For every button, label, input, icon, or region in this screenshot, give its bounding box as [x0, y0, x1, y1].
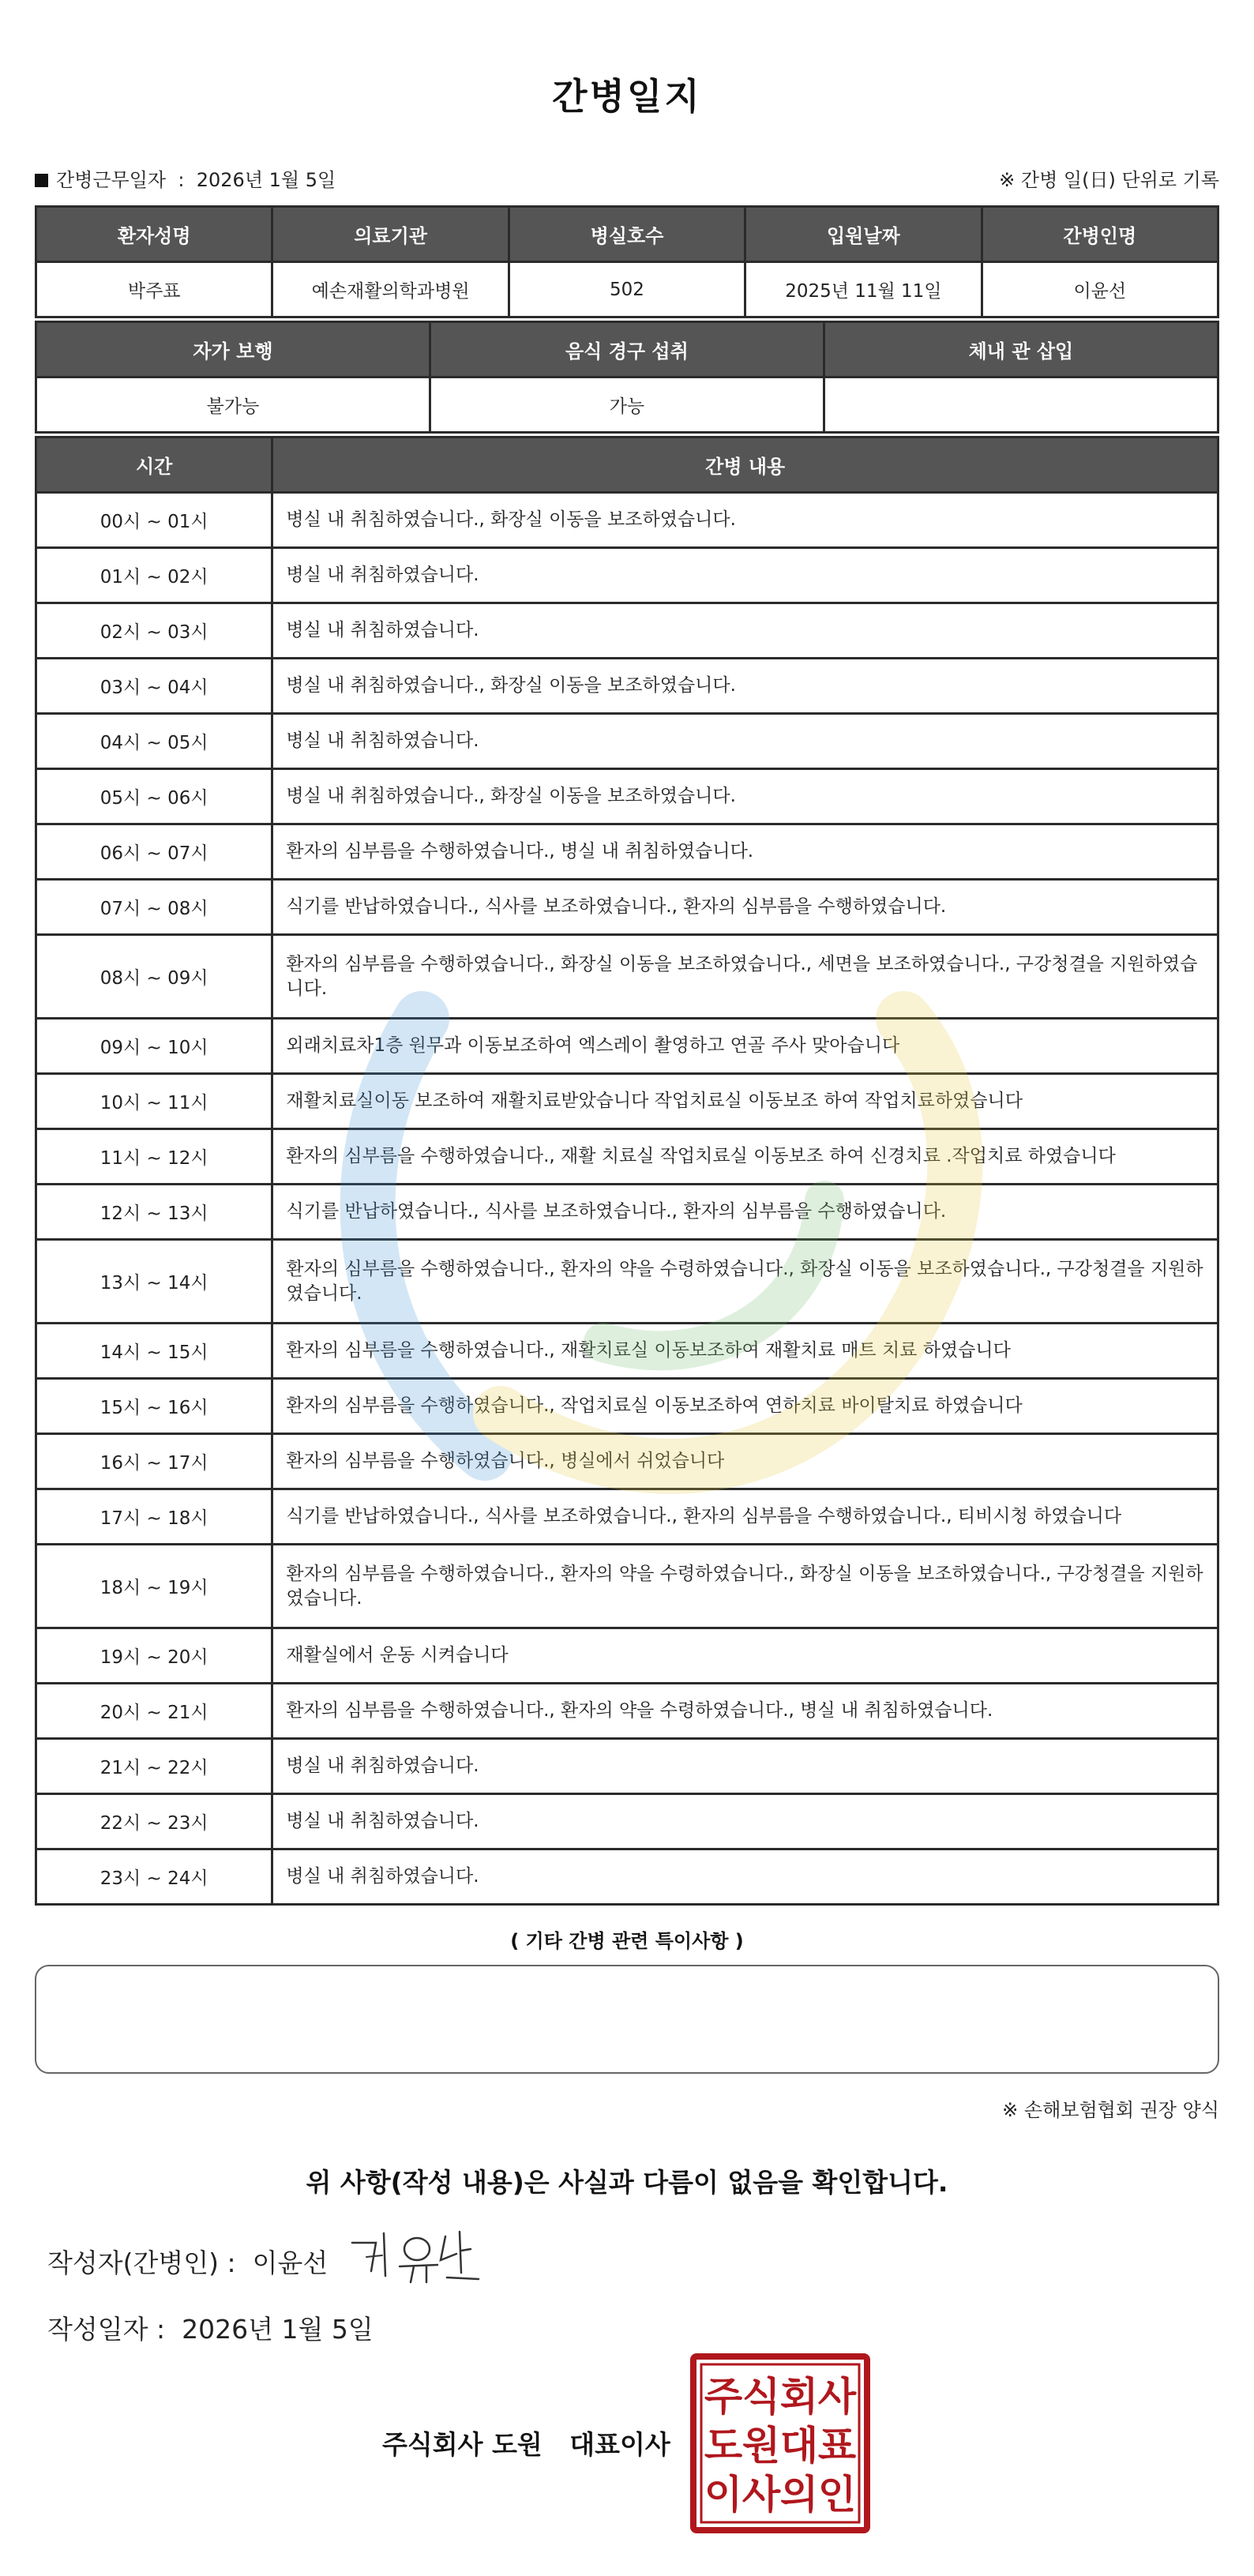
log-content: 병실 내 취침하였습니다.	[272, 548, 1218, 603]
log-row	[36, 1684, 1218, 1739]
log-content: 병실 내 취침하였습니다., 화장실 이동을 보조하였습니다.	[272, 769, 1218, 824]
log-time: 14시 ~ 15시	[36, 1324, 272, 1379]
log-time: 04시 ~ 05시	[36, 714, 272, 769]
header-tube-insertion: 체내 관 삽입	[824, 322, 1218, 377]
value-room: 502	[509, 262, 745, 317]
status-header-row	[36, 322, 1218, 377]
log-content: 식기를 반납하였습니다., 식사를 보조하였습니다., 환자의 심부름을 수행하였습니다.	[272, 1185, 1218, 1240]
header-room: 병실호수	[509, 207, 745, 262]
seal-char: 식	[742, 2374, 781, 2420]
log-content: 환자의 심부름을 수행하였습니다., 재활 치료실 작업치료실 이동보조 하여 신경치료 .작업치료 하였습니다	[272, 1129, 1218, 1185]
log-row	[36, 1324, 1218, 1379]
work-date-sep: :	[178, 169, 185, 191]
log-time: 01시 ~ 02시	[36, 548, 272, 603]
writer-line	[47, 2243, 328, 2280]
written-date-label: 작성일자 :	[47, 2314, 166, 2345]
log-time: 16시 ~ 17시	[36, 1434, 272, 1489]
log-content: 외래치료차1층 원무과 이동보조하여 엑스레이 촬영하고 연골 주사 맞아습니다	[272, 1019, 1218, 1074]
log-row	[36, 1545, 1218, 1628]
work-date-label: 간병근무일자	[56, 169, 167, 191]
company-representative: 주식회사 도원 대표이사	[382, 2429, 670, 2460]
meta-row	[35, 164, 1219, 191]
status-value-row	[36, 377, 1218, 433]
log-content: 식기를 반납하였습니다., 식사를 보조하였습니다., 환자의 심부름을 수행하였습니다.	[272, 880, 1218, 935]
seal-char: 원	[742, 2423, 781, 2469]
log-content: 환자의 심부름을 수행하였습니다., 화장실 이동을 보조하였습니다., 세면을 보조하였습니다., 구강청결을 지원하였습니다.	[272, 935, 1218, 1019]
log-time: 03시 ~ 04시	[36, 659, 272, 714]
log-time: 07시 ~ 08시	[36, 880, 272, 935]
log-row	[36, 714, 1218, 769]
log-time: 15시 ~ 16시	[36, 1379, 272, 1434]
log-time: 11시 ~ 12시	[36, 1129, 272, 1185]
header-patient-name: 환자성명	[36, 207, 272, 262]
log-body	[36, 493, 1218, 1905]
header-hospital: 의료기관	[272, 207, 509, 262]
log-row	[36, 1628, 1218, 1684]
seal-char: 도	[704, 2423, 743, 2469]
special-notes-box	[35, 1965, 1219, 2074]
log-row	[36, 1379, 1218, 1434]
log-time: 12시 ~ 13시	[36, 1185, 272, 1240]
log-row	[36, 1434, 1218, 1489]
page-title: 간병일지	[552, 75, 702, 118]
log-time: 02시 ~ 03시	[36, 603, 272, 659]
log-content: 병실 내 취침하였습니다.	[272, 1739, 1218, 1794]
log-content: 환자의 심부름을 수행하였습니다., 병실에서 쉬었습니다	[272, 1434, 1218, 1489]
log-row	[36, 769, 1218, 824]
info-value-row	[36, 262, 1218, 317]
patient-status-table	[35, 321, 1219, 434]
seal-char: 이	[704, 2472, 743, 2518]
header-care-content: 간병 내용	[272, 437, 1218, 493]
log-content: 환자의 심부름을 수행하였습니다., 작업치료실 이동보조하여 연하치료 바이탈치료 하였습니다	[272, 1379, 1218, 1434]
log-row	[36, 548, 1218, 603]
log-content: 재활치료실이동 보조하여 재활치료받았습니다 작업치료실 이동보조 하여 작업치료하였습니다	[272, 1074, 1218, 1129]
seal-char: 대	[779, 2423, 819, 2469]
header-caregiver: 간병인명	[982, 207, 1218, 262]
patient-info-table	[35, 205, 1219, 318]
log-content: 식기를 반납하였습니다., 식사를 보조하였습니다., 환자의 심부름을 수행하였습니다., 티비시청 하였습니다	[272, 1489, 1218, 1545]
unit-note: ※ 간병 일(日) 단위로 기록	[999, 169, 1219, 191]
log-time: 13시 ~ 14시	[36, 1240, 272, 1324]
value-caregiver: 이윤선	[982, 262, 1218, 317]
value-admission-date: 2025년 11월 11일	[745, 262, 982, 317]
log-content: 병실 내 취침하였습니다.	[272, 714, 1218, 769]
log-row	[36, 1074, 1218, 1129]
header-oral-intake: 음식 경구 섭취	[430, 322, 824, 377]
log-header-row	[36, 437, 1218, 493]
log-row	[36, 1794, 1218, 1849]
square-bullet-icon	[35, 174, 48, 187]
seal-char: 의	[779, 2472, 819, 2518]
written-date-value: 2026년 1월 5일	[182, 2314, 374, 2345]
seal-char: 인	[817, 2472, 857, 2518]
log-content: 환자의 심부름을 수행하였습니다., 환자의 약을 수령하였습니다., 병실 내 취침하였습니다.	[272, 1684, 1218, 1739]
log-content: 병실 내 취침하였습니다., 화장실 이동을 보조하였습니다.	[272, 659, 1218, 714]
form-source-note: ※ 손해보험협회 권장 양식	[1002, 2099, 1219, 2121]
log-time: 00시 ~ 01시	[36, 493, 272, 548]
log-row	[36, 1019, 1218, 1074]
log-time: 05시 ~ 06시	[36, 769, 272, 824]
log-time: 21시 ~ 22시	[36, 1739, 272, 1794]
log-content: 병실 내 취침하였습니다.	[272, 1794, 1218, 1849]
log-row	[36, 1240, 1218, 1324]
seal-char: 사	[742, 2472, 781, 2518]
log-row	[36, 659, 1218, 714]
value-walking: 불가능	[36, 377, 430, 433]
log-row	[36, 935, 1218, 1019]
log-time: 17시 ~ 18시	[36, 1489, 272, 1545]
log-content: 환자의 심부름을 수행하였습니다., 환자의 약을 수령하였습니다., 화장실 이동을 보조하였습니다., 구강청결을 지원하였습니다.	[272, 1240, 1218, 1324]
care-log-table	[35, 436, 1219, 1906]
confirmation-statement: 위 사항(작성 내용)은 사실과 다름이 없음을 확인합니다.	[306, 2167, 948, 2198]
log-row	[36, 1849, 1218, 1905]
writer-name: 이윤선	[252, 2247, 329, 2278]
log-row	[36, 1739, 1218, 1794]
log-content: 환자의 심부름을 수행하였습니다., 재활치료실 이동보조하여 재활치료 매트 치료 하였습니다	[272, 1324, 1218, 1379]
handwritten-signature	[344, 2225, 494, 2289]
log-time: 22시 ~ 23시	[36, 1794, 272, 1849]
log-time: 09시 ~ 10시	[36, 1019, 272, 1074]
log-content: 환자의 심부름을 수행하였습니다., 병실 내 취침하였습니다.	[272, 824, 1218, 880]
log-row	[36, 880, 1218, 935]
writer-label: 작성자(간병인) :	[47, 2247, 236, 2278]
written-date-line	[47, 2309, 374, 2346]
log-time: 18시 ~ 19시	[36, 1545, 272, 1628]
log-content: 병실 내 취침하였습니다.	[272, 1849, 1218, 1905]
log-time: 06시 ~ 07시	[36, 824, 272, 880]
special-notes-title: ( 기타 간병 관련 특이사항 )	[510, 1930, 744, 1952]
value-oral-intake: 가능	[430, 377, 824, 433]
log-content: 재활실에서 운동 시켜습니다	[272, 1628, 1218, 1684]
log-time: 10시 ~ 11시	[36, 1074, 272, 1129]
value-tube-insertion	[824, 377, 1218, 433]
log-row	[36, 603, 1218, 659]
log-content: 병실 내 취침하였습니다., 화장실 이동을 보조하였습니다.	[272, 493, 1218, 548]
value-hospital: 예손재활의학과병원	[272, 262, 509, 317]
info-header-row	[36, 207, 1218, 262]
seal-char: 표	[817, 2423, 857, 2469]
log-row	[36, 1129, 1218, 1185]
log-time: 23시 ~ 24시	[36, 1849, 272, 1905]
log-row	[36, 824, 1218, 880]
log-time: 08시 ~ 09시	[36, 935, 272, 1019]
log-content: 병실 내 취침하였습니다.	[272, 603, 1218, 659]
value-patient-name: 박주표	[36, 262, 272, 317]
log-time: 20시 ~ 21시	[36, 1684, 272, 1739]
header-time: 시간	[36, 437, 272, 493]
work-date-value: 2026년 1월 5일	[196, 169, 336, 191]
company-seal-stamp	[690, 2353, 870, 2533]
header-walking: 자가 보행	[36, 322, 430, 377]
log-content: 환자의 심부름을 수행하였습니다., 환자의 약을 수령하였습니다., 화장실 이동을 보조하였습니다., 구강청결을 지원하였습니다.	[272, 1545, 1218, 1628]
log-row	[36, 493, 1218, 548]
log-time: 19시 ~ 20시	[36, 1628, 272, 1684]
seal-characters	[704, 2374, 857, 2518]
seal-char: 회	[779, 2374, 819, 2420]
seal-char: 주	[704, 2374, 743, 2420]
log-row	[36, 1489, 1218, 1545]
seal-char: 사	[817, 2374, 857, 2420]
work-date	[35, 164, 336, 192]
log-row	[36, 1185, 1218, 1240]
header-admission-date: 입원날짜	[745, 207, 982, 262]
